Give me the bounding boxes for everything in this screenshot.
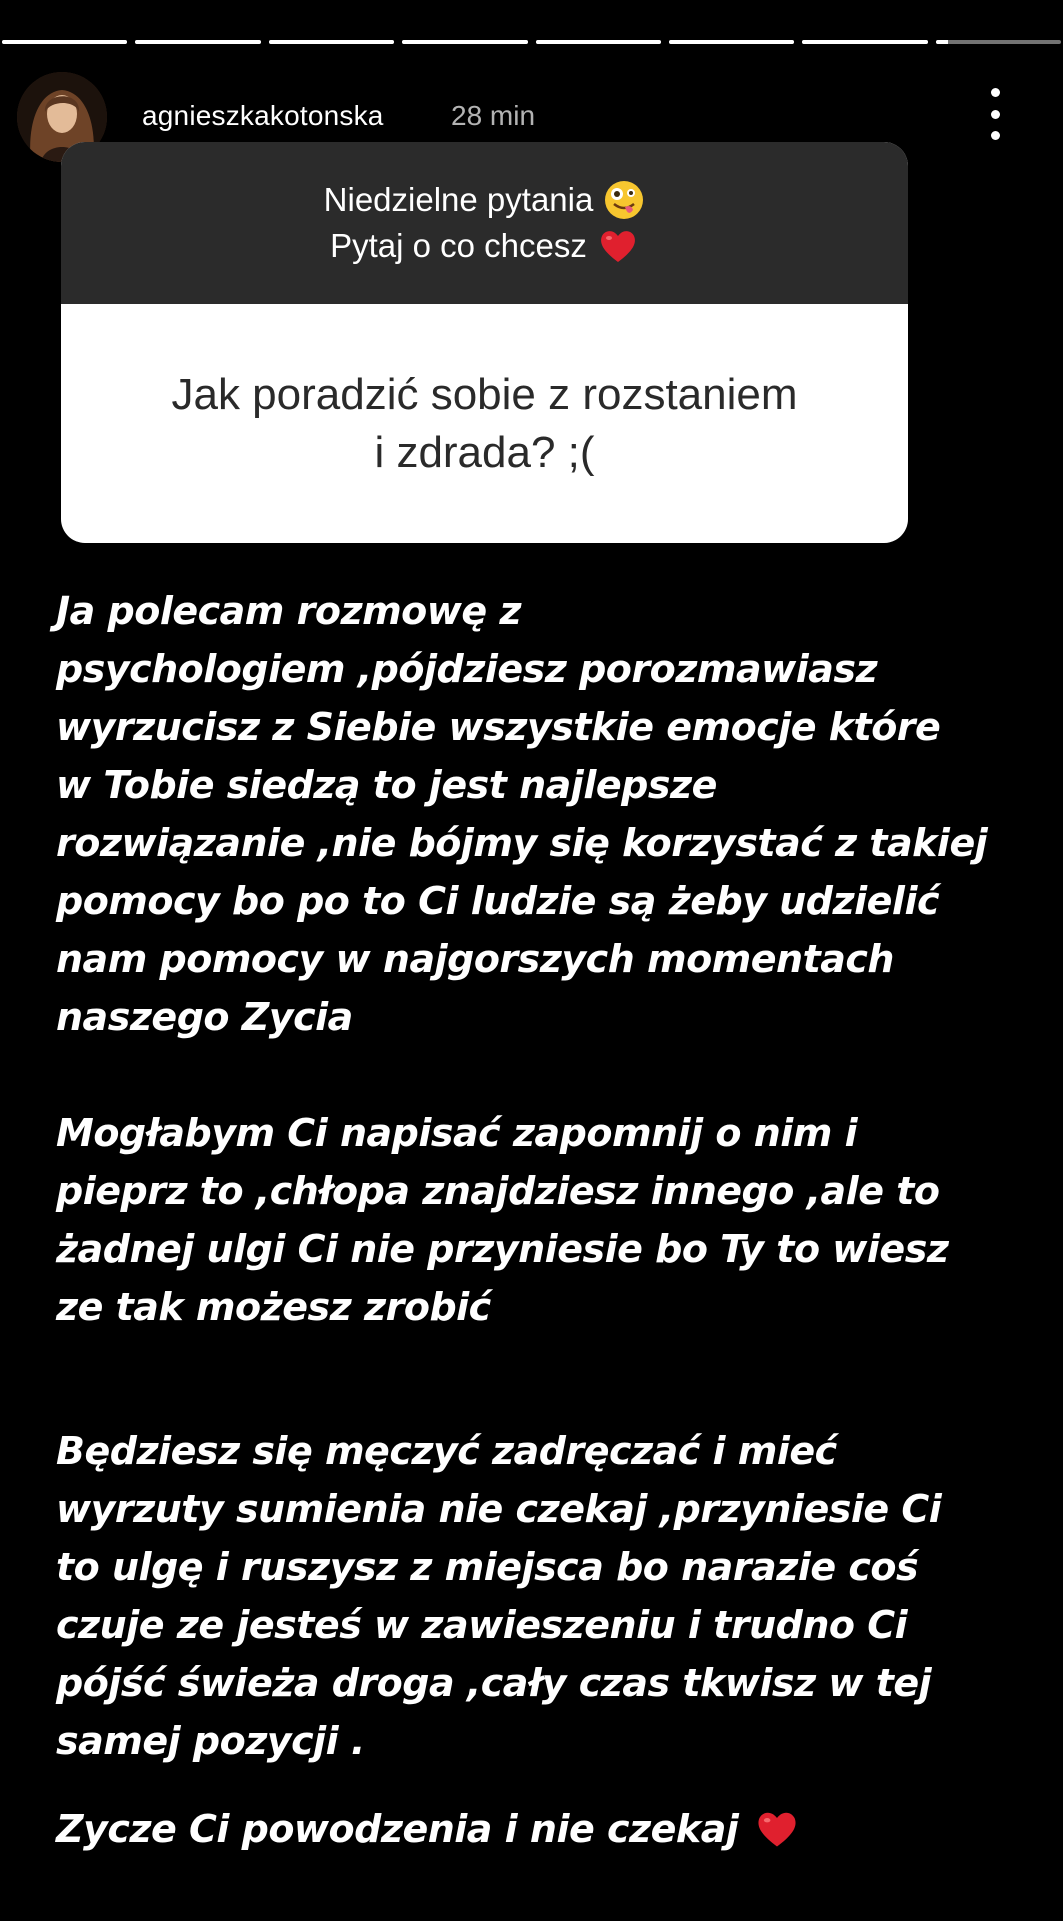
story-progress-fill (669, 40, 794, 44)
more-vertical-icon-dot (991, 131, 1000, 140)
story-progress-segment (402, 40, 527, 44)
story-progress-segment (669, 40, 794, 44)
story-progress-fill (802, 40, 927, 44)
story-progress-fill (402, 40, 527, 44)
story-progress-fill (269, 40, 394, 44)
more-vertical-icon-dot (991, 110, 1000, 119)
story-progress-fill (135, 40, 260, 44)
question-sticker (61, 142, 908, 543)
question-sticker-header (61, 142, 908, 304)
answer-paragraph-3: Będziesz się męczyć zadręczać i mieć wyrzuty sumienia nie czekaj ,przyniesie Ci to ulgę i ruszysz z miejsca bo narazie coś czuje ze jesteś w zawieszeniu i trudno Ci pójść świeża droga ,cały czas tkwisz w tej samej pozycji . (56, 1429, 942, 1763)
story-progress-fill (536, 40, 661, 44)
red-heart-emoji-icon (597, 225, 639, 267)
story-progress-bar (0, 40, 1063, 46)
story-progress-segment (269, 40, 394, 44)
story-progress-segment (936, 40, 1061, 44)
story-timestamp: 28 min (451, 100, 536, 131)
sticker-title: Niedzielne pytania (323, 181, 594, 218)
red-heart-emoji-icon (752, 1806, 802, 1852)
story-progress-fill (936, 40, 949, 44)
story-progress-fill (2, 40, 127, 44)
answer-paragraph-2: Mogłabym Ci napisać zapomnij o nim i pieprz to ,chłopa znajdziesz innego ,ale to żadnej ulgi Ci nie przyniesie bo Ty to wiesz ze tak możesz zrobić (56, 1111, 949, 1329)
answer-closing-text: Zycze Ci powodzenia i nie czekaj (56, 1807, 739, 1851)
more-options-button[interactable] (980, 88, 1010, 140)
sticker-header-line-1 (324, 179, 646, 221)
story-progress-segment (2, 40, 127, 44)
username[interactable]: agnieszkakotonska (142, 100, 384, 131)
answer-paragraph-1: Ja polecam rozmowę z psychologiem ,pójdziesz porozmawiasz wyrzucisz z Siebie wszystkie emocje które w Tobie siedzą to jest najlepsze rozwiązanie ,nie bójmy się korzystać z takiej pomocy bo po to Ci ludzie są żeby udzielić nam pomocy w najgorszych momentach naszego Zycia (56, 589, 988, 1039)
story-progress-segment (135, 40, 260, 44)
zany-face-emoji-icon (603, 179, 645, 221)
answer-paragraph-4 (56, 1800, 1046, 1858)
question-text: Jak poradzić sobie z rozstaniem i zdrada? ;( (171, 369, 798, 477)
more-vertical-icon (991, 88, 1000, 97)
story-progress-segment (536, 40, 661, 44)
question-sticker-body (61, 304, 908, 543)
sticker-header-line-2 (330, 225, 639, 267)
sticker-subtitle: Pytaj o co chcesz (330, 227, 587, 264)
story-progress-segment (802, 40, 927, 44)
